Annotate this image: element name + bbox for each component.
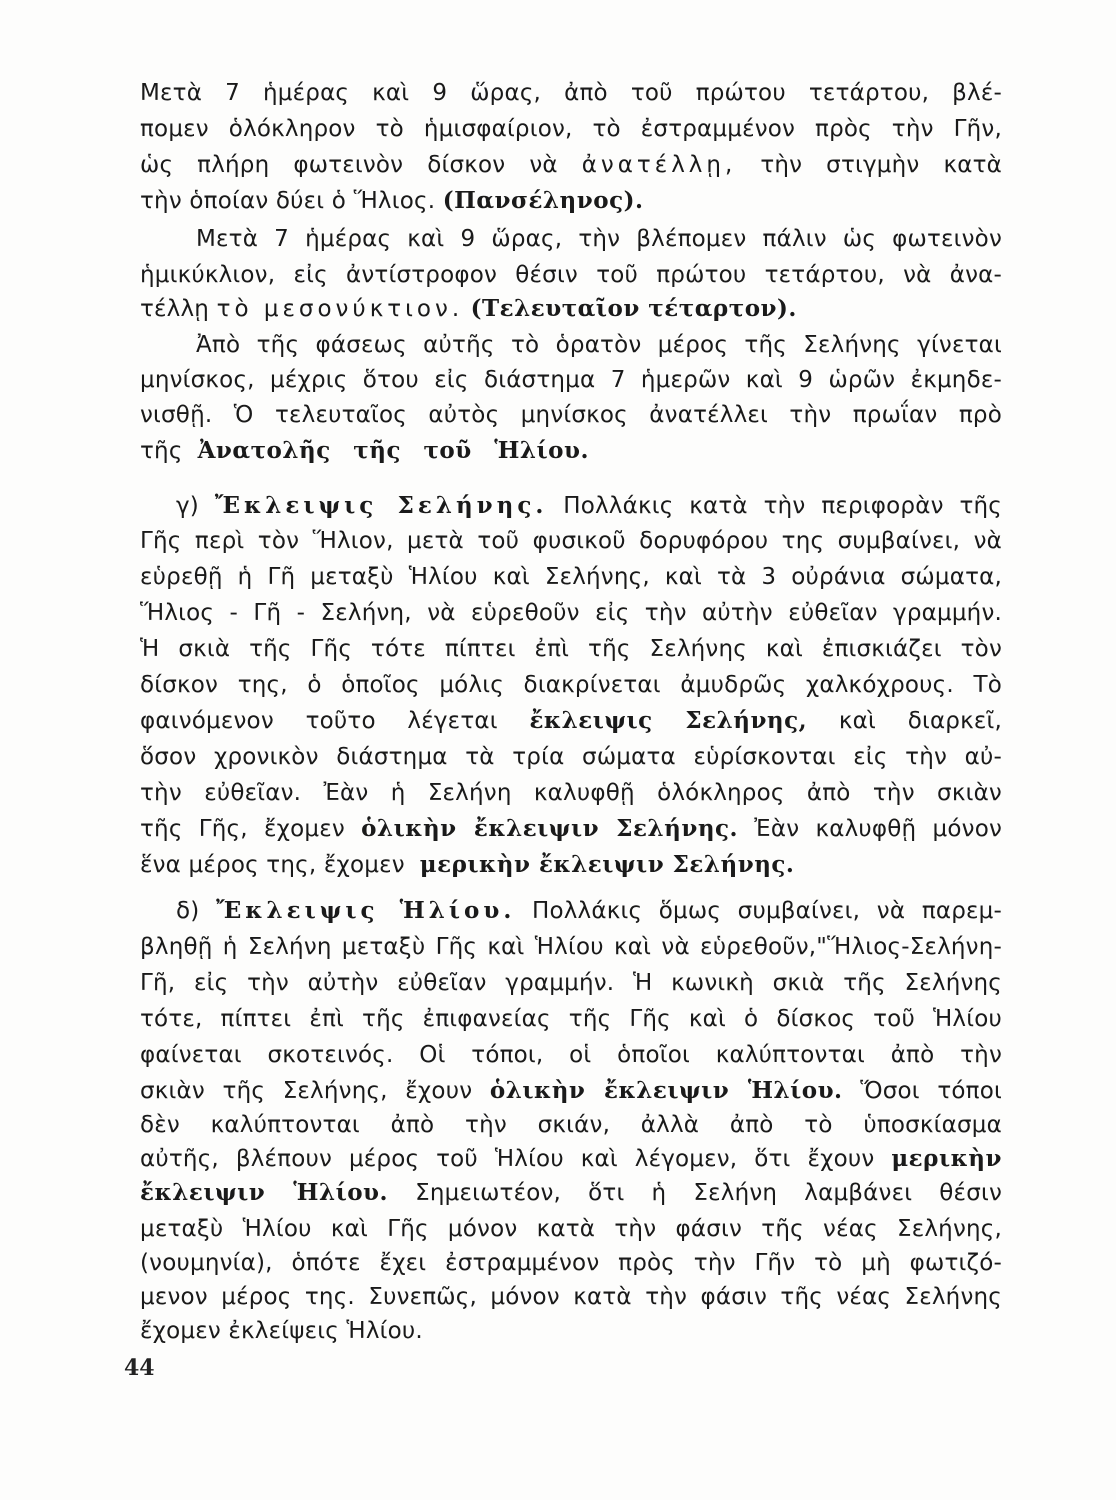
text-line — [140, 1074, 1002, 1108]
text-span: μενον μέρος της. Συνεπῶς, μόνον κατὰ τὴν φάσιν τῆς νέας Σελήνης — [140, 1284, 1002, 1310]
text-span: ἔχομεν ἐκλείψεις Ἡλίου. — [140, 1318, 423, 1344]
text-span: τῆς Γῆς, ἔχομεν — [140, 816, 345, 842]
text-line — [140, 596, 1002, 630]
text-span: μηνίσκος, μέχρις ὅτου εἰς διάστημα 7 ἡμερῶν καὶ 9 ὡρῶν ἐκμηδε- — [140, 367, 1002, 393]
text-span: Ἡ σκιὰ τῆς Γῆς τότε πίπτει ἐπὶ τῆς Σελήνης καὶ ἐπισκιάζει τὸν — [140, 636, 1002, 662]
text-line — [140, 398, 1002, 432]
text-span: ἡμικύκλιον, εἰς ἀντίστροφον θέσιν τοῦ πρώτου τετάρτου, νὰ ἀνα- — [140, 262, 1002, 288]
text-line — [140, 1314, 1002, 1348]
text-span: Μετὰ 7 ἡμέρας καὶ 9 ὥρας, ἀπὸ τοῦ πρώτου τετάρτου, βλέ- — [140, 80, 1002, 106]
text-line — [140, 524, 1002, 558]
section-title: Ἔκλειψις Σελήνης. — [214, 492, 548, 519]
text-line — [140, 292, 1002, 326]
text-line — [140, 668, 1002, 702]
text-span: τὴν εὐθεῖαν. Ἐὰν ἡ Σελήνη καλυφθῇ ὁλόκληρος ἀπὸ τὴν σκιὰν — [140, 780, 1002, 806]
text-line — [140, 363, 1002, 397]
spaced-text: τὸ μεσονύκτιον. — [216, 296, 464, 322]
text-span: ὅσον χρονικὸν διάστημα τὰ τρία σώματα εὑρίσκονται εἰς τὴν αὐ- — [140, 744, 1002, 770]
text-span: Ἀπὸ τῆς φάσεως αὐτῆς τὸ ὁρατὸν μέρος τῆς Σελήνης γίνεται — [196, 332, 1002, 358]
text-span: δὲν καλύπτονται ἀπὸ τὴν σκιάν, ἀλλὰ ἀπὸ τὸ ὑποσκίασμα — [140, 1112, 1002, 1138]
bold-term: μερικὴν ἔκλειψιν Σελήνης. — [419, 851, 795, 878]
text-span: δίσκον της, ὁ ὁποῖος μόλις διακρίνεται ἀμυδρῶς χαλκόχρους. Τὸ — [140, 672, 1002, 698]
text-span: καὶ διαρκεῖ, — [838, 708, 1002, 734]
text-span: μεταξὺ Ἡλίου καὶ Γῆς μόνον κατὰ τὴν φάσιν τῆς νέας Σελήνης, — [140, 1216, 1002, 1242]
text-line — [140, 1280, 1002, 1314]
text-line — [140, 76, 1002, 110]
text-line — [140, 776, 1002, 810]
text-span: αὐτῆς, βλέπουν μέρος τοῦ Ἡλίου καὶ λέγομεν, ὅτι ἔχουν — [140, 1146, 875, 1172]
section-label: δ) — [176, 898, 200, 924]
bold-term: ἔκλειψιν Ἡλίου. — [140, 1179, 389, 1206]
text-span: πομεν ὁλόκληρον τὸ ἡμισφαίριον, τὸ ἐστραμμένον πρὸς τὴν Γῆν, — [140, 116, 1002, 142]
text-line — [140, 812, 1002, 846]
text-span: ἕνα μέρος της, ἔχομεν — [140, 852, 405, 878]
text-span: βληθῇ ἡ Σελήνη μεταξὺ Γῆς καὶ Ἡλίου καὶ νὰ εὑρεθοῦν,"Ἥλιος-Σελήνη- — [140, 934, 1002, 960]
paragraph-start — [196, 328, 1002, 362]
text-line — [140, 848, 1002, 882]
bold-term: μερικὴν — [891, 1145, 1002, 1172]
text-span: Γῆ, εἰς τὴν αὐτὴν εὐθεῖαν γραμμήν. Ἡ κωνικὴ σκιὰ τῆς Σελήνης — [140, 970, 1002, 996]
text-line — [140, 1002, 1002, 1036]
bold-term: ἔκλειψις Σελήνης, — [529, 707, 808, 734]
bold-term: ὁλικὴν ἔκλειψιν Σελήνης. — [361, 815, 739, 842]
text-line — [140, 1246, 1002, 1280]
bold-term: Ἀνατολῆς τῆς τοῦ Ἡλίου. — [197, 437, 589, 464]
text-line — [140, 112, 1002, 146]
text-span: τὴν ὁποίαν δύει ὁ Ἥλιος. — [140, 188, 436, 214]
text-line — [140, 966, 1002, 1000]
text-span: εὑρεθῇ ἡ Γῆ μεταξὺ Ἡλίου καὶ Σελήνης, καὶ τὰ 3 οὐράνια σώματα, — [140, 564, 1002, 590]
text-line — [140, 1212, 1002, 1246]
text-line — [140, 148, 1002, 182]
text-line — [140, 704, 1002, 738]
text-line — [140, 930, 1002, 964]
text-span: Μετὰ 7 ἡμέρας καὶ 9 ὥρας, τὴν βλέπομεν πάλιν ὡς φωτεινὸν — [196, 226, 1002, 252]
text-span: τὴν στιγμὴν κατὰ — [760, 152, 1002, 178]
section-heading-line — [176, 894, 1002, 928]
section-label: γ) — [176, 493, 199, 519]
text-span: Πολλάκις ὅμως συμβαίνει, νὰ παρεμ- — [531, 898, 1002, 924]
text-line — [140, 258, 1002, 292]
text-span: Ἐὰν καλυφθῇ μόνον — [754, 816, 1003, 842]
page-number: 44 — [124, 1355, 155, 1381]
spaced-text: ἀνατέλλῃ, — [581, 152, 737, 178]
text-span: τότε, πίπτει ἐπὶ τῆς ἐπιφανείας τῆς Γῆς καὶ ὁ δίσκος τοῦ Ἡλίου — [140, 1006, 1002, 1032]
text-line — [140, 632, 1002, 666]
paragraph-start — [196, 222, 1002, 256]
text-line — [140, 740, 1002, 774]
section-title: Ἔκλειψις Ἡλίου. — [216, 897, 516, 924]
text-span: φαινόμενον τοῦτο λέγεται — [140, 708, 498, 734]
text-span: Σημειωτέον, ὅτι ἡ Σελήνη λαμβάνει θέσιν — [415, 1180, 1002, 1206]
text-span: Ἥλιος - Γῆ - Σελήνη, νὰ εὑρεθοῦν εἰς τὴν αὐτὴν εὐθεῖαν γραμμήν. — [140, 600, 1002, 626]
text-span: Πολλάκις κατὰ τὴν περιφορὰν τῆς — [563, 493, 1002, 519]
text-span: ὡς πλήρη φωτεινὸν δίσκον νὰ — [140, 152, 558, 178]
section-heading-line — [176, 489, 1002, 523]
bold-term: ὁλικὴν ἔκλειψιν Ἡλίου. — [489, 1077, 843, 1104]
text-span: Γῆς περὶ τὸν Ἥλιον, μετὰ τοῦ φυσικοῦ δορυφόρου της συμβαίνει, νὰ — [140, 528, 1002, 554]
text-line — [140, 560, 1002, 594]
text-line — [140, 1176, 1002, 1210]
text-span: Ὅσοι τόποι — [860, 1078, 1002, 1104]
bold-term: (Πανσέληνος). — [442, 187, 644, 214]
text-line — [140, 434, 1002, 468]
text-span: φαίνεται σκοτεινός. Οἱ τόποι, οἱ ὁποῖοι καλύπτονται ἀπὸ τὴν — [140, 1042, 1002, 1068]
text-span: νισθῇ. Ὁ τελευταῖος αὐτὸς μηνίσκος ἀνατέλλει τὴν πρωΐαν πρὸ — [140, 402, 1002, 428]
text-span: σκιὰν τῆς Σελήνης, ἔχουν — [140, 1078, 473, 1104]
text-span: τῆς — [140, 438, 183, 464]
text-span: τέλλῃ — [140, 296, 210, 322]
text-span: (νουμηνία), ὁπότε ἔχει ἐστραμμένον πρὸς τὴν Γῆν τὸ μὴ φωτιζό- — [140, 1250, 1002, 1276]
text-line — [140, 1142, 1002, 1176]
text-line — [140, 1038, 1002, 1072]
bold-term: (Τελευταῖον τέταρτον). — [470, 295, 797, 322]
text-line — [140, 1108, 1002, 1142]
text-line — [140, 184, 1002, 218]
